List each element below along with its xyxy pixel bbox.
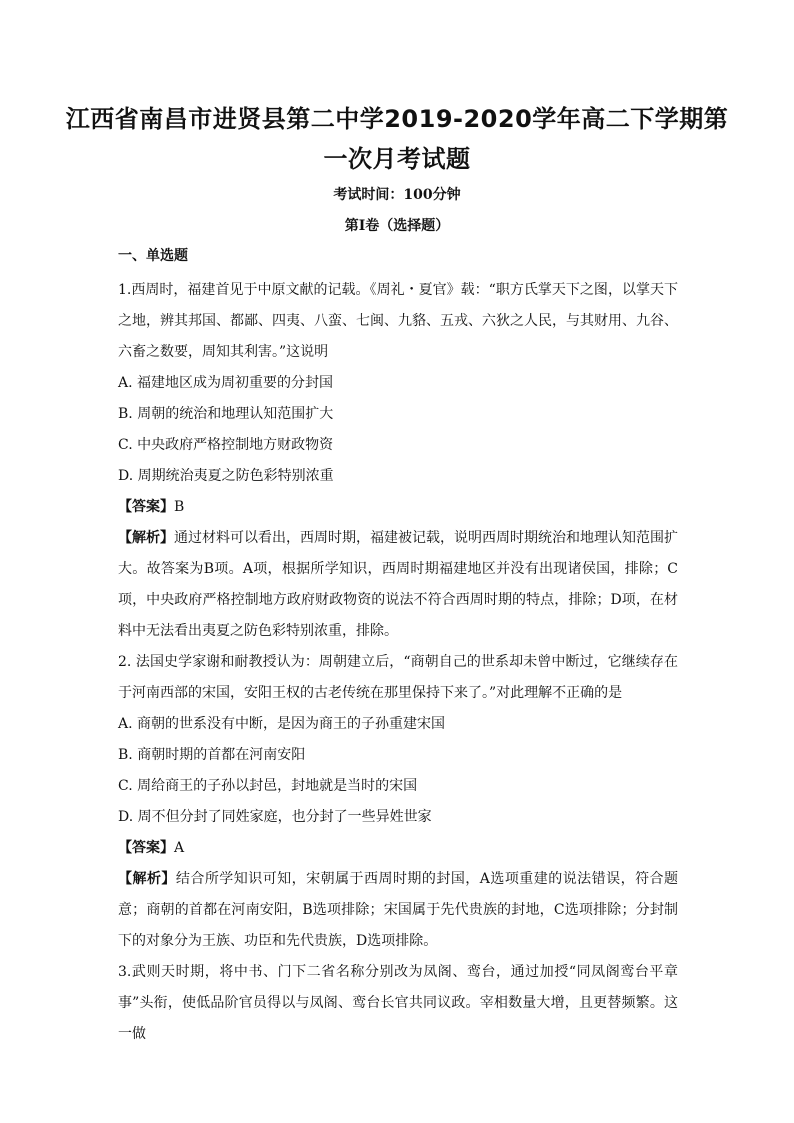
answer-value: B [174,499,185,515]
question-2-answer [118,833,678,864]
question-2-option-d: D. 周不但分封了同姓家庭，也分封了一些异姓世家 [118,809,432,825]
question-1-analysis [118,523,678,647]
question-2-option-c: C. 周给商王的子孙以封邑，封地就是当时的宋国 [118,778,418,794]
question-2-stem: 2. 法国史学家谢和耐教授认为：周朝建立后，“商朝自己的世系却未曾中断过，它继续存在于河南西部的宋国，安阳王权的古老传统在那里保持下来了。”对此理解不正确的是 [118,654,678,701]
question-2-option-b: B. 商朝时期的首都在河南安阳 [118,747,306,763]
question-2-analysis [118,864,678,957]
answer-value: A [174,840,185,856]
analysis-label: 【解析】 [118,530,174,546]
answer-label: 【答案】 [118,840,174,856]
analysis-text: 结合所学知识可知，宋朝属于西周时期的封国，A选项重建的说法错误，符合题意；商朝的首都在河南安阳，B选项排除；宋国属于先代贵族的封地，C选项排除；分封制下的对象分为王族、功臣和先代贵族，D选项排除。 [118,871,679,949]
document-title-line2: 一次月考试题 [323,145,471,173]
section-heading: 一、单选题 [118,248,188,264]
question-2-option-a: A. 商朝的世系没有中断，是因为商王的子孙重建宋国 [118,716,446,732]
question-1-option-a: A. 福建地区成为周初重要的分封国 [118,375,334,391]
answer-label: 【答案】 [118,499,174,515]
question-1-option-d: D. 周期统治夷夏之防色彩特别浓重 [118,468,334,484]
question-1-option-b: B. 周朝的统治和地理认知范围扩大 [118,406,334,422]
question-1-answer [118,492,678,523]
analysis-label: 【解析】 [118,871,176,887]
question-1-option-c: C. 中央政府严格控制地方财政物资 [118,437,334,453]
question-3-stem: 3.武则天时期，将中书、门下二省名称分别改为凤阁、鸾台，通过加授“同凤阁鸾台平章事”头衔，使低品阶官员得以与凤阁、鸾台长官共同议政。宰相数量大增，且更替频繁。这一做 [118,964,678,1042]
document-title-line1: 江西省南昌市进贤县第二中学2019-2020学年高二下学期第 [65,105,729,133]
exam-time: 考试时间：100分钟 [333,187,461,203]
question-1-stem: 1.西周时，福建首见于中原文献的记载。《周礼・夏官》载：“职方氏掌天下之图，以掌天下之地，辨其邦国、都鄙、四夷、八蛮、七闽、九貉、五戎、六狄之人民，与其财用、九谷、六畜之数要，周知其利害。”这说明 [118,282,678,360]
volume-heading: 第Ⅰ卷（选择题） [344,218,450,234]
question-list [118,275,678,1050]
analysis-text: 通过材料可以看出，西周时期，福建被记载，说明西周时期统治和地理认知范围扩大。故答案为B项。A项，根据所学知识，西周时期福建地区并没有出现诸侯国，排除；C项，中央政府严格控制地方政府财政物资的说法不符合西周时期的特点，排除；D项，在材料中无法看出夷夏之防色彩特别浓重，排除。 [118,530,678,639]
